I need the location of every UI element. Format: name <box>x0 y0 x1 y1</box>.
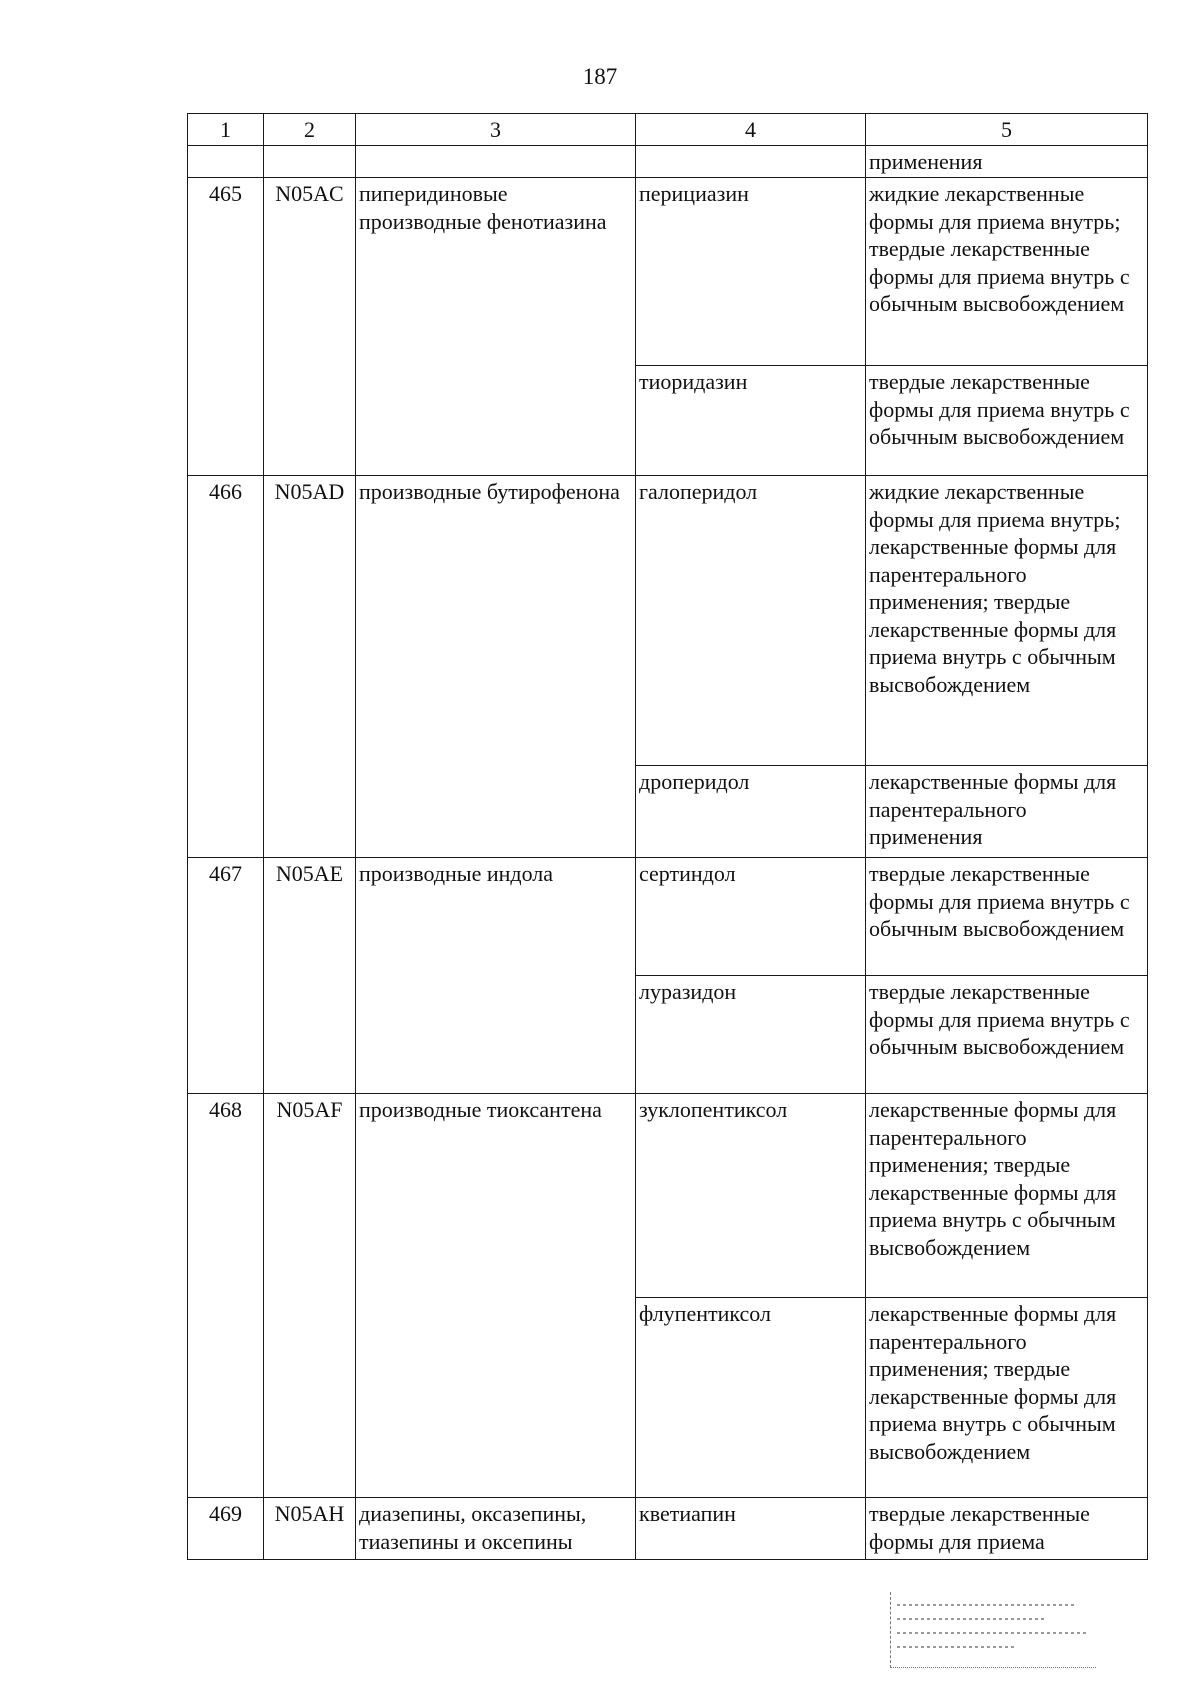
drug-name-cell: перициазин <box>636 178 866 366</box>
atc-code-cell: N05AF <box>264 1094 356 1498</box>
header-cell-5: 5 <box>866 114 1148 146</box>
drug-name-cell: дроперидол <box>636 766 866 858</box>
header-cell-4: 4 <box>636 114 866 146</box>
table-row <box>188 1094 1148 1298</box>
drug-name-cell: кветиапин <box>636 1498 866 1560</box>
header-cell-2: 2 <box>264 114 356 146</box>
drug-name-cell: галоперидол <box>636 476 866 766</box>
document-stamp <box>890 1592 1096 1668</box>
dosage-forms-cell: твердые лекарственные формы для приема <box>866 1498 1148 1560</box>
drug-table <box>187 113 1148 1560</box>
header-cell-1: 1 <box>188 114 264 146</box>
drug-name-cell: луразидон <box>636 976 866 1094</box>
atc-code-cell: N05AD <box>264 476 356 858</box>
drug-name-cell: тиоридазин <box>636 366 866 476</box>
drug-name-cell: зуклопентиксол <box>636 1094 866 1298</box>
dosage-forms-cell: лекарственные формы для парентерального применения <box>866 766 1148 858</box>
group-name-cell: пиперидиновые производные фенотиазина <box>356 178 636 476</box>
atc-code-cell: N05AC <box>264 178 356 476</box>
table-row <box>188 858 1148 976</box>
continuation-forms-cell: применения <box>866 145 1148 178</box>
continuation-empty-cell <box>636 145 866 178</box>
row-number-cell: 466 <box>188 476 264 858</box>
dosage-forms-cell: жидкие лекарственные формы для приема внутрь; лекарственные формы для парентерального применения; твердые лекарственные формы для приема внутрь с обычным высвобождением <box>866 476 1148 766</box>
row-number-cell: 467 <box>188 858 264 1094</box>
table-row <box>188 1498 1148 1560</box>
dosage-forms-cell: жидкие лекарственные формы для приема внутрь; твердые лекарственные формы для приема внутрь с обычным высвобождением <box>866 178 1148 366</box>
stamp-line <box>897 1618 1047 1620</box>
page-number: 187 <box>582 64 618 89</box>
drug-name-cell: флупентиксол <box>636 1298 866 1498</box>
dosage-forms-cell: лекарственные формы для парентерального применения; твердые лекарственные формы для приема внутрь с обычным высвобождением <box>866 1094 1148 1298</box>
continuation-empty-cell <box>188 145 264 178</box>
group-name-cell: производные бутирофенона <box>356 476 636 858</box>
continuation-row <box>188 145 1148 178</box>
stamp-line <box>897 1646 1017 1648</box>
row-number-cell: 469 <box>188 1498 264 1560</box>
stamp-line <box>897 1604 1077 1606</box>
row-number-cell: 468 <box>188 1094 264 1498</box>
atc-code-cell: N05AH <box>264 1498 356 1560</box>
dosage-forms-cell: твердые лекарственные формы для приема внутрь с обычным высвобождением <box>866 366 1148 476</box>
table-row <box>188 178 1148 366</box>
dosage-forms-cell: твердые лекарственные формы для приема внутрь с обычным высвобождением <box>866 858 1148 976</box>
group-name-cell: производные тиоксантена <box>356 1094 636 1498</box>
dosage-forms-cell: твердые лекарственные формы для приема внутрь с обычным высвобождением <box>866 976 1148 1094</box>
drug-name-cell: сертиндол <box>636 858 866 976</box>
table-row <box>188 476 1148 766</box>
row-number-cell: 465 <box>188 178 264 476</box>
header-cell-3: 3 <box>356 114 636 146</box>
continuation-empty-cell <box>264 145 356 178</box>
group-name-cell: производные индола <box>356 858 636 1094</box>
stamp-line <box>897 1632 1087 1634</box>
table-header-row <box>188 114 1148 146</box>
group-name-cell: диазепины, оксазепины, тиазепины и оксепины <box>356 1498 636 1560</box>
dosage-forms-cell: лекарственные формы для парентерального применения; твердые лекарственные формы для приема внутрь с обычным высвобождением <box>866 1298 1148 1498</box>
atc-code-cell: N05AE <box>264 858 356 1094</box>
continuation-empty-cell <box>356 145 636 178</box>
